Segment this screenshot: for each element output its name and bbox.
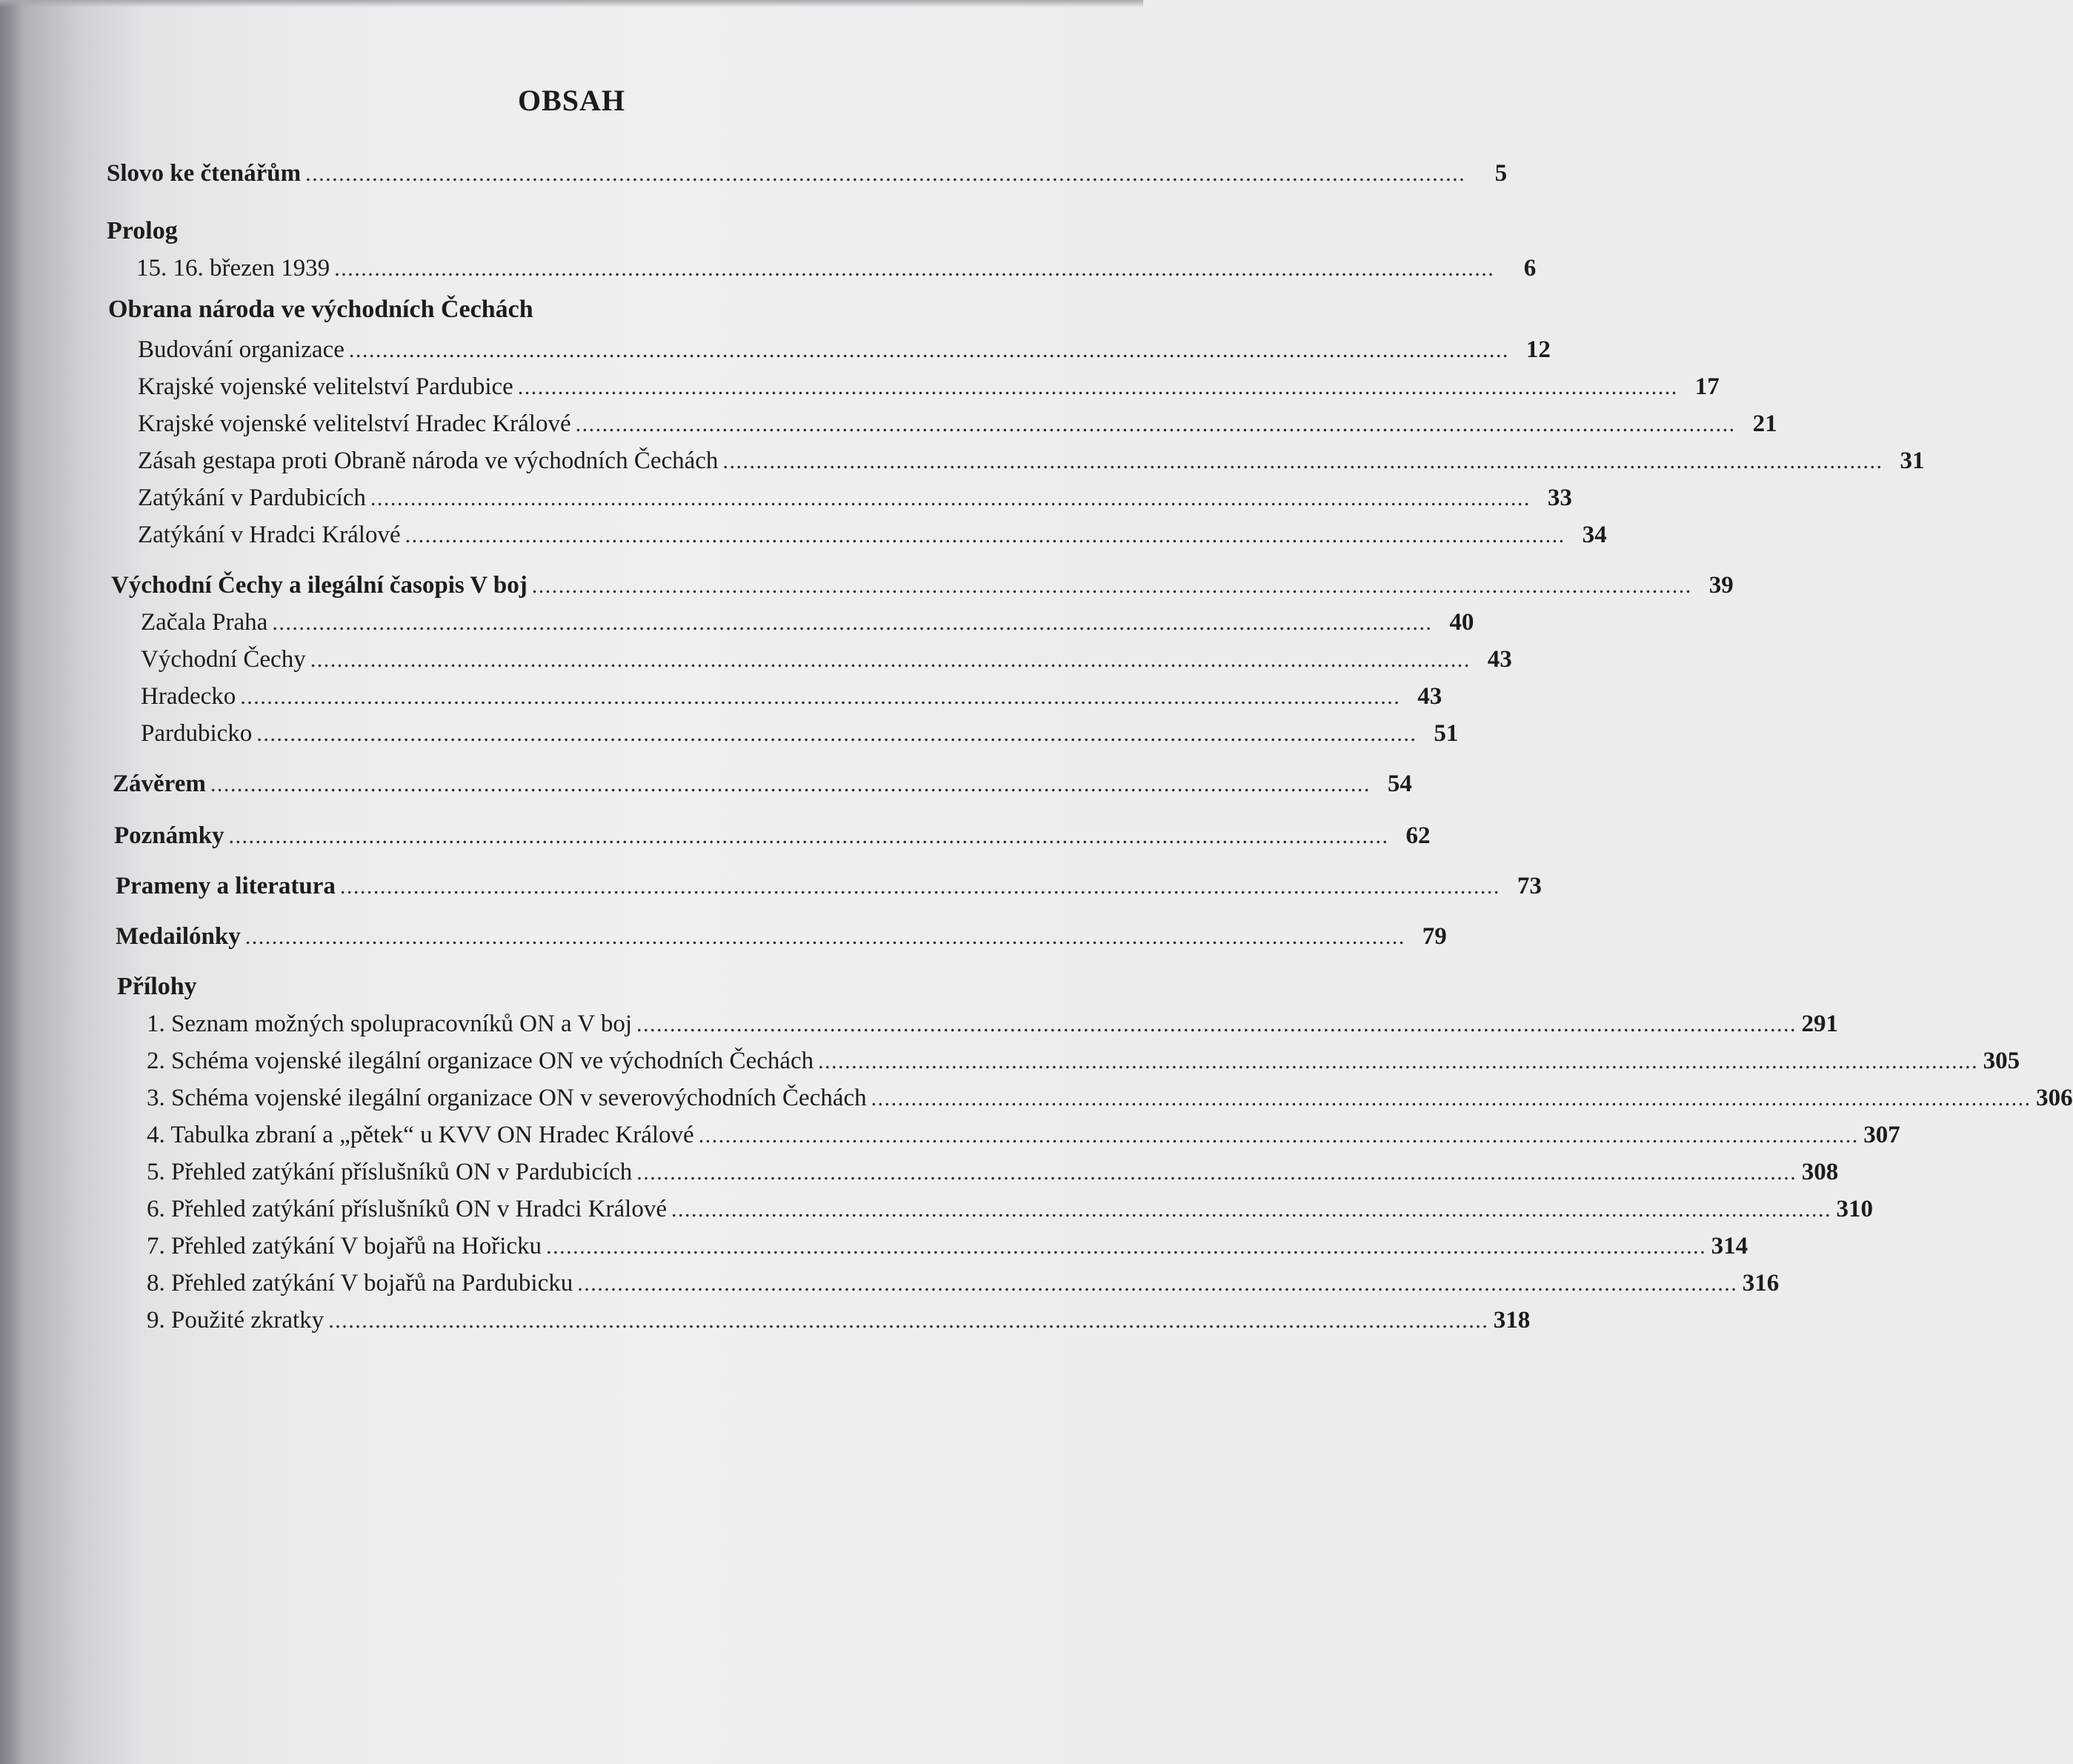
toc-entry-label: 3. Schéma vojenské ilegální organizace ON v severovýchodních Čechách [147, 1085, 867, 1111]
toc-entry-label: Zatýkání v Pardubicích [138, 485, 366, 511]
dot-leader: .............................................................................................................................................................................. [698, 1123, 1859, 1148]
dot-leader: .............................................................................................................................................................................. [671, 1197, 1831, 1222]
toc-entry-label: Slovo ke čtenářům [107, 160, 302, 187]
toc-entry-page: 33 [1547, 485, 1572, 511]
dot-leader: .............................................................................................................................................................................. [240, 685, 1401, 709]
toc-entry-page: 310 [1836, 1196, 1873, 1222]
toc-entry[interactable] [147, 1045, 2020, 1077]
dot-leader: .............................................................................................................................................................................. [871, 1086, 2032, 1111]
toc-entry[interactable] [141, 643, 1512, 676]
dot-leader: .............................................................................................................................................................................. [405, 523, 1565, 547]
toc-entry[interactable] [138, 519, 1607, 551]
dot-leader: .............................................................................................................................................................................. [310, 648, 1471, 672]
toc-entry-page: 43 [1487, 646, 1512, 673]
dot-leader: .............................................................................................................................................................................. [575, 412, 1736, 436]
dot-leader: .............................................................................................................................................................................. [370, 486, 1531, 510]
toc-entry-page: 305 [1983, 1048, 2020, 1074]
toc-entry-label: 7. Přehled zatýkání V bojařů na Hořicku [147, 1233, 542, 1259]
toc-entry[interactable] [111, 569, 1734, 602]
toc-entry-page: 291 [1801, 1011, 1839, 1037]
toc-entry-page: 62 [1405, 822, 1431, 849]
toc-entry[interactable] [147, 1008, 1839, 1040]
toc-entry-label: 1. Seznam možných spolupracovníků ON a V boj [147, 1011, 633, 1037]
toc-entry-label: Východní Čechy a ilegální časopis V boj [111, 572, 528, 599]
section-heading: Prolog [107, 217, 178, 244]
dot-leader: .............................................................................................................................................................................. [517, 375, 1678, 399]
toc-entry[interactable] [147, 1230, 1748, 1262]
dot-leader: .............................................................................................................................................................................. [722, 449, 1883, 473]
dot-leader: .............................................................................................................................................................................. [305, 162, 1466, 186]
toc-entry-label: Hradecko [141, 683, 236, 710]
toc-entry[interactable] [141, 606, 1474, 639]
toc-entry-page: 17 [1694, 373, 1720, 400]
toc-entry[interactable] [147, 1193, 1873, 1225]
toc-entry-label: Krajské vojenské velitelství Hradec Králové [138, 410, 571, 437]
toc-entry-page: 51 [1434, 720, 1459, 747]
toc-entry[interactable] [138, 407, 1777, 440]
toc-entry[interactable] [138, 370, 1720, 403]
toc-entry[interactable] [138, 445, 1925, 477]
toc-entry[interactable] [141, 717, 1459, 750]
toc-entry-label: Medailónky [116, 923, 241, 950]
toc-entry-label: Prameny a literatura [116, 873, 336, 899]
dot-leader: .............................................................................................................................................................................. [334, 256, 1495, 281]
toc-entry[interactable] [147, 1304, 1531, 1337]
section-heading: Obrana národa ve východních Čechách [108, 296, 533, 323]
toc-entry-label: 8. Přehled zatýkání V bojařů na Pardubicku [147, 1270, 573, 1297]
toc-entry-page: 79 [1422, 923, 1447, 950]
dot-leader: .............................................................................................................................................................................. [531, 573, 1692, 598]
toc-entry-label: Zatýkání v Hradci Králové [138, 522, 401, 548]
toc-entry[interactable] [113, 768, 1412, 800]
toc-entry-label: 9. Použité zkratky [147, 1307, 325, 1334]
toc-entry-label: 15. 16. březen 1939 [136, 255, 330, 282]
toc-entry-page: 73 [1517, 873, 1542, 899]
dot-leader: .............................................................................................................................................................................. [636, 1012, 1797, 1036]
toc-entry[interactable] [147, 1082, 2073, 1114]
toc-entry-page: 316 [1742, 1270, 1780, 1297]
toc-entry[interactable] [147, 1267, 1780, 1299]
toc-entry-page: 31 [1900, 447, 1925, 474]
toc-entry-page: 39 [1708, 572, 1734, 599]
toc-entry[interactable] [147, 1156, 1839, 1188]
toc-entry-page: 54 [1387, 770, 1412, 797]
dot-leader: .............................................................................................................................................................................. [210, 772, 1371, 796]
dot-leader: .............................................................................................................................................................................. [577, 1271, 1738, 1296]
toc-entry-page: 21 [1752, 410, 1777, 437]
toc-entry-page: 314 [1711, 1233, 1748, 1259]
toc-entry-page: 34 [1582, 522, 1607, 548]
toc-entry-label: Krajské vojenské velitelství Pardubice [138, 373, 513, 400]
toc-entry-label: Závěrem [113, 770, 206, 797]
toc-entry-label: 4. Tabulka zbraní a „pětek“ u KVV ON Hradec Králové [147, 1122, 694, 1148]
toc-entry[interactable] [147, 1119, 1900, 1151]
toc-entry-page: 40 [1449, 609, 1474, 636]
toc-entry-label: 5. Přehled zatýkání příslušníků ON v Pardubicích [147, 1159, 633, 1185]
toc-entry-page: 318 [1493, 1307, 1531, 1334]
page-title: OBSAH [517, 84, 626, 117]
dot-leader: .............................................................................................................................................................................. [818, 1049, 1979, 1074]
toc-entry[interactable] [138, 333, 1551, 366]
toc-entry-label: Zásah gestapa proti Obraně národa ve východních Čechách [138, 447, 719, 474]
section-heading: Přílohy [117, 973, 197, 1000]
dot-leader: .............................................................................................................................................................................. [348, 338, 1509, 362]
dot-leader: .............................................................................................................................................................................. [546, 1234, 1707, 1259]
toc-entry-label: 6. Přehled zatýkání příslušníků ON v Hradci Králové [147, 1196, 667, 1222]
toc-entry-label: Pardubicko [141, 720, 253, 747]
dot-leader: .............................................................................................................................................................................. [328, 1308, 1489, 1333]
toc-entry[interactable] [114, 819, 1431, 852]
toc-entry-page: 306 [2036, 1085, 2073, 1111]
toc-entry[interactable] [116, 870, 1542, 902]
toc-entry[interactable] [141, 680, 1443, 713]
dot-leader: .............................................................................................................................................................................. [244, 925, 1405, 949]
dot-leader: .............................................................................................................................................................................. [228, 824, 1389, 848]
toc-entry-page: 308 [1801, 1159, 1839, 1185]
toc-entry-page: 307 [1863, 1122, 1900, 1148]
toc-entry-label: Poznámky [114, 822, 224, 849]
toc-entry[interactable] [107, 157, 1508, 190]
toc-entry-page: 6 [1523, 255, 1537, 282]
toc-entry[interactable] [116, 920, 1447, 953]
toc-entry-label: Východní Čechy [141, 646, 306, 673]
toc-entry-page: 5 [1494, 160, 1508, 187]
toc-entry-label: Začala Praha [141, 609, 268, 636]
toc-entry-page: 43 [1417, 683, 1443, 710]
toc-entry[interactable] [138, 482, 1572, 514]
dot-leader: .............................................................................................................................................................................. [339, 874, 1500, 899]
toc-entry[interactable] [136, 252, 1537, 284]
toc-entry-label: Budování organizace [138, 336, 345, 363]
toc-entry-page: 12 [1525, 336, 1551, 363]
dot-leader: .............................................................................................................................................................................. [636, 1160, 1797, 1185]
toc-entry-label: 2. Schéma vojenské ilegální organizace ON ve východních Čechách [147, 1048, 814, 1074]
dot-leader: .............................................................................................................................................................................. [272, 610, 1433, 635]
dot-leader: .............................................................................................................................................................................. [256, 722, 1417, 746]
